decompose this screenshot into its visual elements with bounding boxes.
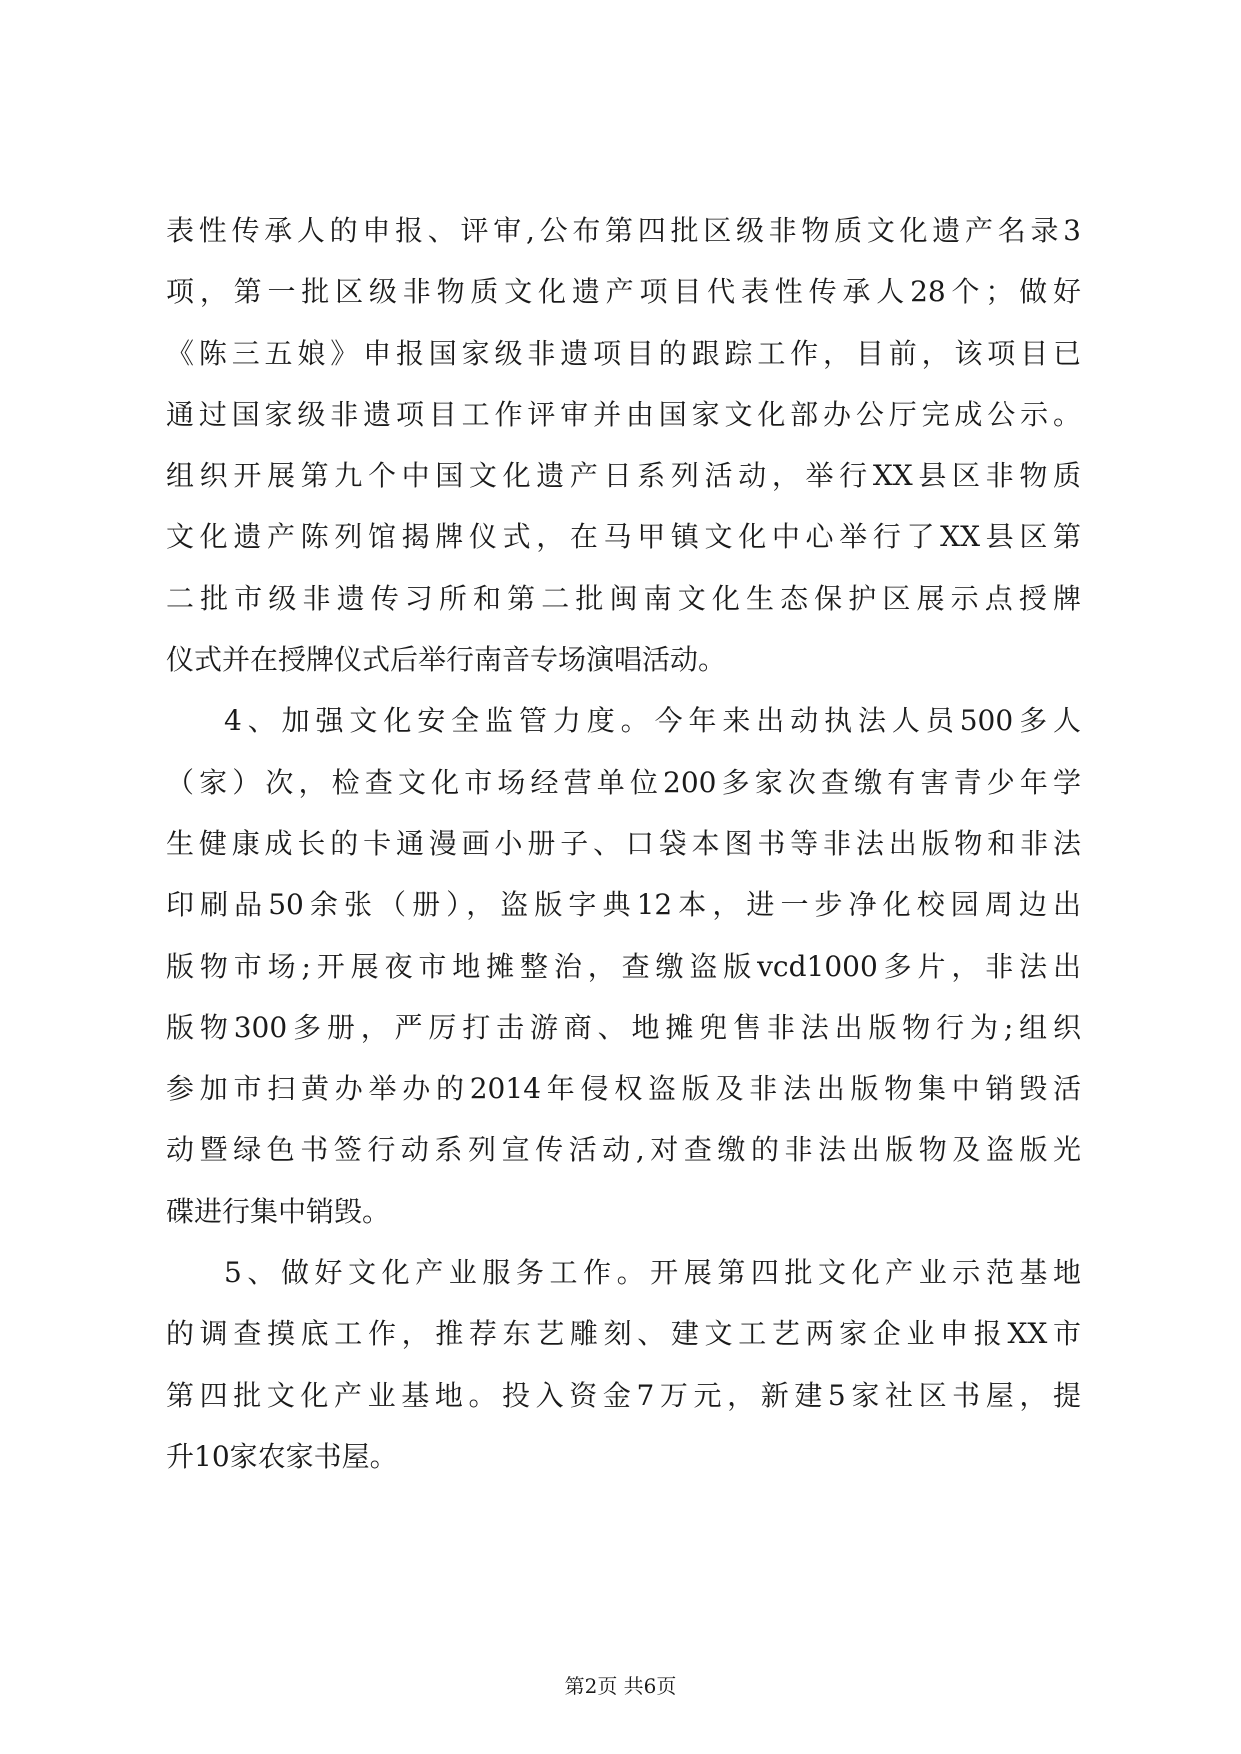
text-line: 版物300多册，严厉打击游商、地摊兜售非法出版物行为;组织 <box>166 1010 1081 1044</box>
document-body <box>166 200 1081 1487</box>
text-line: 动暨绿色书签行动系列宣传活动,对查缴的非法出版物及盗版光 <box>166 1133 1081 1167</box>
text-line: 参加市扫黄办举办的2014年侵权盗版及非法出版物集中销毁活 <box>166 1072 1081 1106</box>
text-line: 第四批文化产业基地。投入资金7万元，新建5家社区书屋，提 <box>166 1378 1081 1412</box>
text-line: 仪式并在授牌仪式后举行南音专场演唱活动。 <box>166 643 727 677</box>
page-footer: 第2页 共6页 <box>564 1674 677 1698</box>
text-line: 印刷品50余张（册），盗版字典12本，进一步净化校园周边出 <box>166 888 1081 922</box>
paragraph-5-heading-line: 5、做好文化产业服务工作。开展第四批文化产业示范基地 <box>224 1256 1081 1290</box>
text-line: 碟进行集中销毁。 <box>166 1194 391 1228</box>
text-line: 升10家农家书屋。 <box>166 1439 398 1473</box>
text-line: 版物市场;开展夜市地摊整治，查缴盗版vcd1000多片，非法出 <box>166 949 1081 983</box>
paragraph-4-heading-line: 4、加强文化安全监管力度。今年来出动执法人员500多人 <box>224 704 1081 738</box>
text-line: 《陈三五娘》申报国家级非遗项目的跟踪工作，目前，该项目已 <box>166 336 1081 370</box>
text-line: 表性传承人的申报、评审,公布第四批区级非物质文化遗产名录3 <box>166 214 1081 247</box>
text-line: 文化遗产陈列馆揭牌仪式，在马甲镇文化中心举行了XX县区第 <box>166 520 1081 554</box>
text-line: 生健康成长的卡通漫画小册子、口袋本图书等非法出版物和非法 <box>166 826 1081 860</box>
text-line: 的调查摸底工作，推荐东艺雕刻、建文工艺两家企业申报XX市 <box>166 1317 1081 1351</box>
text-line: 二批市级非遗传习所和第二批闽南文化生态保护区展示点授牌 <box>166 581 1081 615</box>
text-line: （家）次，检查文化市场经营单位200多家次查缴有害青少年学 <box>166 765 1081 799</box>
text-line: 组织开展第九个中国文化遗产日系列活动，举行XX县区非物质 <box>166 459 1081 493</box>
text-line: 通过国家级非遗项目工作评审并由国家文化部办公厅完成公示。 <box>166 397 1081 431</box>
text-line: 项，第一批区级非物质文化遗产项目代表性传承人28个；做好 <box>166 275 1081 309</box>
